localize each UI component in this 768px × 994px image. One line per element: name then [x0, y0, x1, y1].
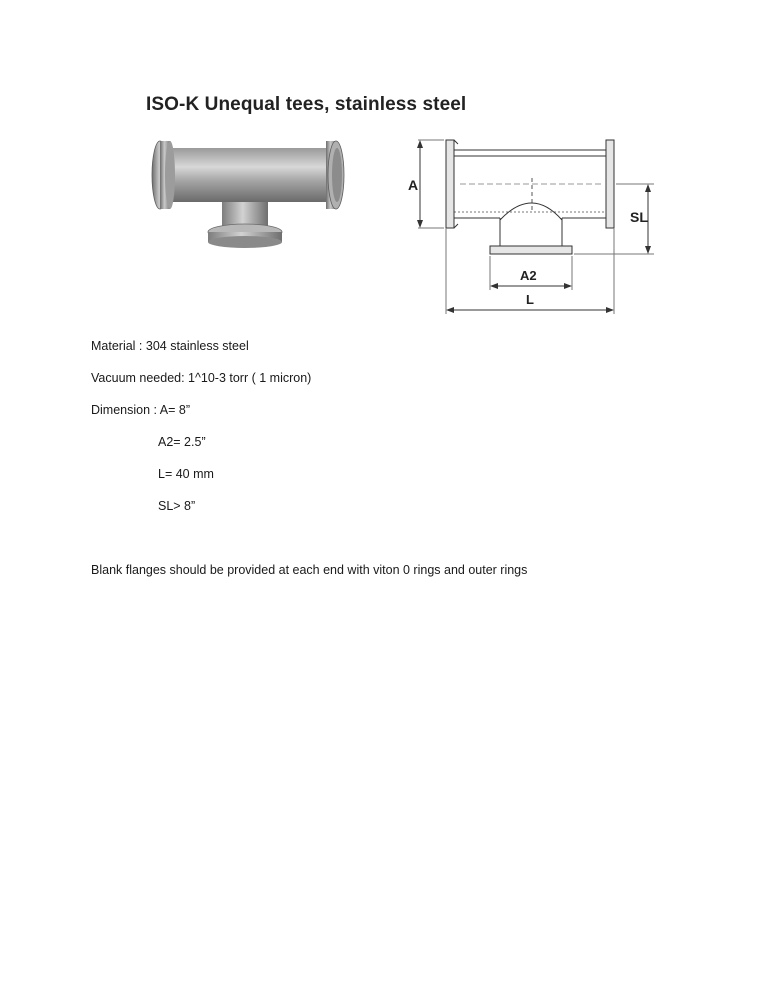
tee-photo	[146, 128, 351, 250]
material-line: Material : 304 stainless steel	[91, 339, 249, 353]
label-l: L	[526, 292, 534, 307]
vacuum-line: Vacuum needed: 1^10-3 torr ( 1 micron)	[91, 371, 312, 385]
tee-dimension-drawing	[404, 128, 666, 320]
label-a2: A2	[520, 268, 537, 283]
dimension-a2: A2= 2.5”	[158, 435, 206, 449]
label-sl: SL	[630, 209, 648, 225]
dimension-l: L= 40 mm	[158, 467, 214, 481]
label-a: A	[408, 177, 419, 193]
flange-note: Blank flanges should be provided at each end with viton 0 rings and outer rings	[91, 563, 528, 577]
dimension-sl: SL> 8”	[158, 499, 196, 513]
dimension-heading: Dimension : A= 8”	[91, 403, 191, 417]
figure-title: ISO-K Unequal tees, stainless steel	[146, 94, 467, 115]
